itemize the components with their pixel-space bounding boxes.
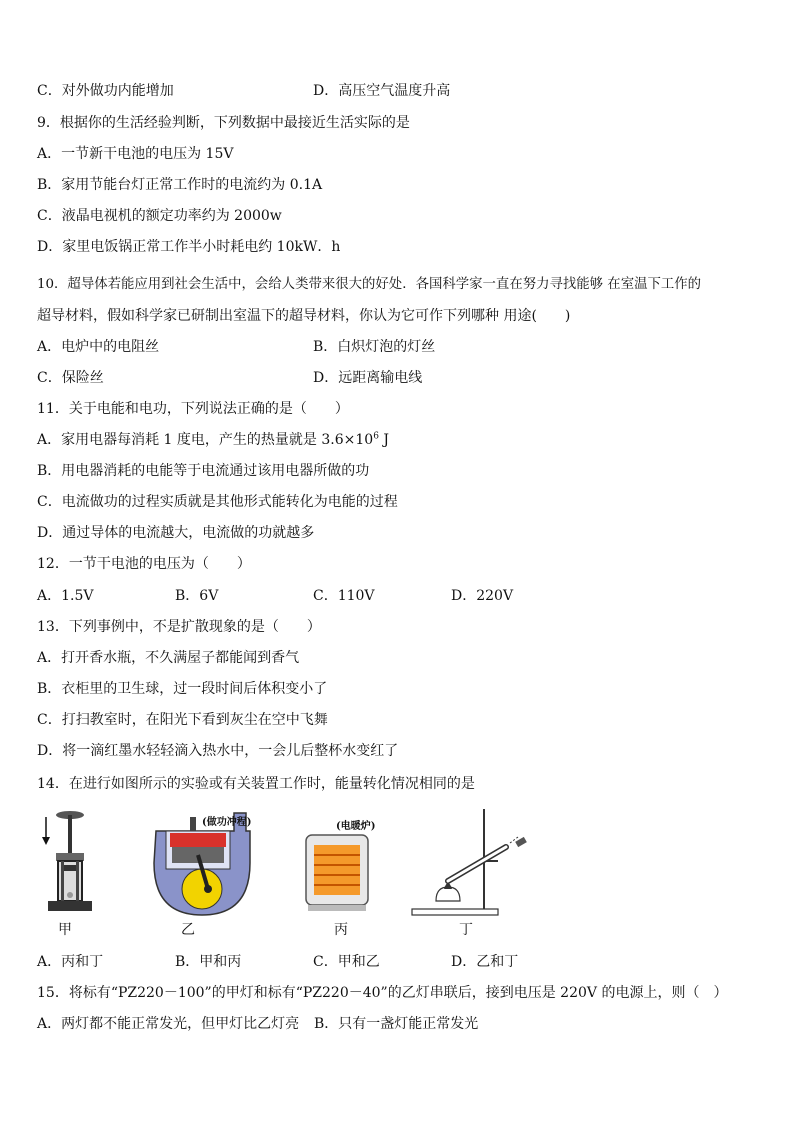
q10-option-a: A．电炉中的电阻丝	[37, 339, 160, 355]
q10-option-d: D．远距离输电线	[313, 370, 423, 386]
q11-stem: 11．关于电能和电功，下列说法正确的是（ ）	[37, 401, 349, 417]
q10-option-c: C．保险丝	[37, 370, 104, 386]
q9-option-d: D．家里电饭锅正常工作半小时耗电约 10kW．h	[37, 239, 341, 255]
q9-option-a: A．一节新干电池的电压为 15V	[37, 146, 234, 162]
q13-option-c: C．打扫教室时，在阳光下看到灰尘在空中飞舞	[37, 712, 328, 728]
q11-option-c: C．电流做功的过程实质就是其他形式能转化为电能的过程	[37, 494, 398, 510]
q13-stem: 13．下列事例中，不是扩散现象的是（ ）	[37, 619, 321, 635]
q15-option-a: A．两灯都不能正常发光，但甲灯比乙灯亮	[37, 1016, 300, 1032]
figure-bing-electric-heater	[298, 803, 378, 921]
figure-jia-air-compressor	[34, 803, 94, 921]
q10-stem-line2: 超导材料，假如科学家已研制出室温下的超导材料，你认为它可作下列哪种 用途( )	[37, 308, 571, 324]
figure-bing-tag: (电暖炉)	[336, 821, 376, 832]
q12-option-d: D．220V	[451, 588, 514, 604]
q14-stem: 14．在进行如图所示的实验或有关装置工作时，能量转化情况相同的是	[37, 776, 475, 792]
q13-option-a: A．打开香水瓶，不久满屋子都能闻到香气	[37, 650, 300, 666]
q12-option-a: A．1.5V	[37, 588, 94, 604]
q15-stem: 15．将标有“PZ220－100”的甲灯和标有“PZ220－40”的乙灯串联后，接到电压是 220V 的电源上，则（ ）	[37, 985, 728, 1001]
q10-option-b: B．白炽灯泡的灯丝	[313, 339, 436, 355]
q14-option-d: D．乙和丁	[451, 954, 519, 970]
figure-label-jia: 甲	[58, 922, 72, 938]
figure-yi-power-stroke	[146, 803, 296, 921]
q11-option-a-exponent: 6	[373, 431, 379, 442]
q9-option-b: B．家用节能台灯正常工作时的电流约为 0.1A	[37, 177, 323, 193]
q15-option-b: B．只有一盏灯能正常发光	[314, 1016, 479, 1032]
q9-option-c: C．液晶电视机的额定功率约为 2000w	[37, 208, 282, 224]
q14-option-a: A．丙和丁	[37, 954, 104, 970]
q8-option-c: C．对外做功内能增加	[37, 83, 174, 99]
q11-option-a	[37, 431, 389, 449]
q11-option-b: B．用电器消耗的电能等于电流通过该用电器所做的功	[37, 463, 370, 479]
q13-option-d: D．将一滴红墨水轻轻滴入热水中，一会儿后整杯水变红了	[37, 743, 399, 759]
q11-option-d: D．通过导体的电流越大，电流做的功就越多	[37, 525, 315, 541]
q13-option-b: B．衣柜里的卫生球，过一段时间后体积变小了	[37, 681, 328, 697]
q14-option-b: B．甲和丙	[175, 954, 242, 970]
q10-stem-line1: 10．超导体若能应用到社会生活中，会给人类带来很大的好处．各国科学家一直在努力寻找能够 在室温下工作的	[37, 277, 702, 292]
figure-label-bing: 丙	[334, 922, 348, 938]
q11-option-a-unit: J	[378, 432, 389, 448]
q11-option-a-text: A．家用电器每消耗 1 度电，产生的热量就是 3.6×10	[37, 432, 374, 448]
figure-label-yi: 乙	[181, 922, 195, 938]
q12-option-b: B．6V	[175, 588, 219, 604]
figure-ding-test-tube	[406, 803, 546, 921]
q9-stem: 9．根据你的生活经验判断，下列数据中最接近生活实际的是	[37, 115, 410, 131]
q12-option-c: C．110V	[313, 588, 375, 604]
figure-label-ding: 丁	[459, 922, 473, 938]
q8-option-d: D．高压空气温度升高	[313, 83, 451, 99]
figure-yi-tag: (做功冲程)	[202, 817, 252, 828]
q14-option-c: C．甲和乙	[313, 954, 380, 970]
q12-stem: 12．一节干电池的电压为（ ）	[37, 556, 251, 572]
